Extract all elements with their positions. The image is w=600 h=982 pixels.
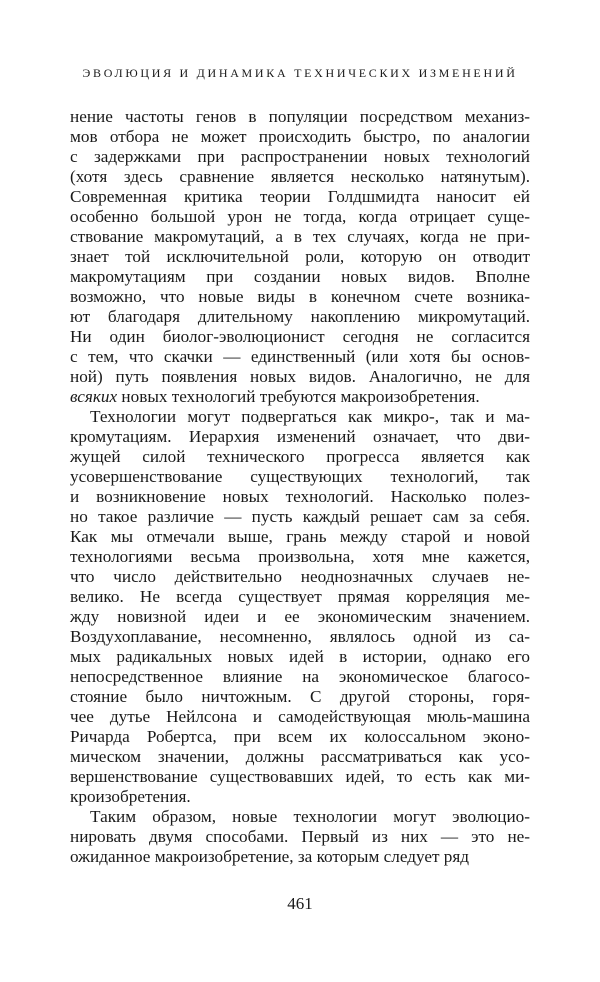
text-line: вершенствование существовавших идей, то есть как ми- <box>70 767 530 786</box>
text-line: возможно, что новые виды в конечном счете возника- <box>70 287 530 306</box>
text-line: мых радикальных новых идей в истории, однако его <box>70 647 530 666</box>
text-line: знает той исключительной роли, которую он отводит <box>70 247 530 266</box>
page-number: 461 <box>287 894 313 913</box>
italic-emphasis: всяких <box>70 387 118 406</box>
text-line: усовершенствование существующих технологий, так <box>70 467 530 486</box>
text-line: чее дутье Нейлсона и самодействующая мюль-машина <box>70 707 530 726</box>
text-line: кроизобретения. <box>70 787 191 806</box>
text-line: нировать двумя способами. Первый из них — это не- <box>70 827 530 846</box>
text-line: ной) путь появления новых видов. Аналогично, не для <box>70 367 530 386</box>
text-line: велико. Не всегда существует прямая корреляция ме- <box>70 587 530 606</box>
text-line <box>70 387 530 407</box>
text-line: макромутациям при создании новых видов. Вполне <box>70 267 530 286</box>
text-line: Воздухоплавание, несомненно, являлось одной из са- <box>70 627 530 646</box>
text-line: непосредственное влияние на экономическое благосо- <box>70 667 530 686</box>
text-line: Таким образом, новые технологии могут эволюцио- <box>90 807 530 826</box>
text-line: жущей силой технического прогресса является как <box>70 447 530 466</box>
text-line: Технологии могут подвергаться как микро-, так и ма- <box>90 407 530 426</box>
text-line: Ричарда Робертса, при всем их колоссальном эконо- <box>70 727 530 746</box>
paragraph <box>70 807 530 867</box>
text-line: стояние было ничтожным. С другой стороны, горя- <box>70 687 530 706</box>
text-line: Как мы отмечали выше, грань между старой и новой <box>70 527 530 546</box>
text-line: но такое различие — пусть каждый решает сам за себя. <box>70 507 530 526</box>
text-line: технологиями весьма произвольна, хотя мне кажется, <box>70 547 530 566</box>
text-line: с тем, что скачки — единственный (или хотя бы основ- <box>70 347 530 366</box>
text-line: мическом значении, должны рассматриваться как усо- <box>70 747 530 766</box>
text-line: нение частоты генов в популяции посредством механиз- <box>70 107 530 126</box>
text-line: и возникновение новых технологий. Насколько полез- <box>70 487 530 506</box>
text-line: ствование макромутаций, а в тех случаях, когда не при- <box>70 227 530 246</box>
text-segment: новых технологий требуются макроизобретения. <box>117 387 480 406</box>
text-line: Современная критика теории Голдшмидта наносит ей <box>70 187 530 206</box>
text-line: ожиданное макроизобретение, за которым следует ряд <box>70 847 470 866</box>
text-line: с задержками при распространении новых технологий <box>70 147 530 166</box>
paragraph <box>70 407 530 807</box>
text-line: что число действительно неоднозначных случаев не- <box>70 567 530 586</box>
text-line: ют благодаря длительному накоплению микромутаций. <box>70 307 530 326</box>
text-line: (хотя здесь сравнение является несколько натянутым). <box>70 167 530 186</box>
text-line: кромутациям. Иерархия изменений означает, что дви- <box>70 427 530 446</box>
text-line: жду новизной идеи и ее экономическим значением. <box>70 607 530 626</box>
text-line: особенно большой урон не тогда, когда отрицает суще- <box>70 207 530 226</box>
text-line: Ни один биолог-эволюционист сегодня не согласится <box>70 327 530 346</box>
running-head: ЭВОЛЮЦИЯ И ДИНАМИКА ТЕХНИЧЕСКИХ ИЗМЕНЕНИЙ <box>82 66 518 80</box>
text-line: мов отбора не может происходить быстро, по аналогии <box>70 127 530 146</box>
body-text <box>70 107 530 867</box>
paragraph <box>70 107 530 407</box>
